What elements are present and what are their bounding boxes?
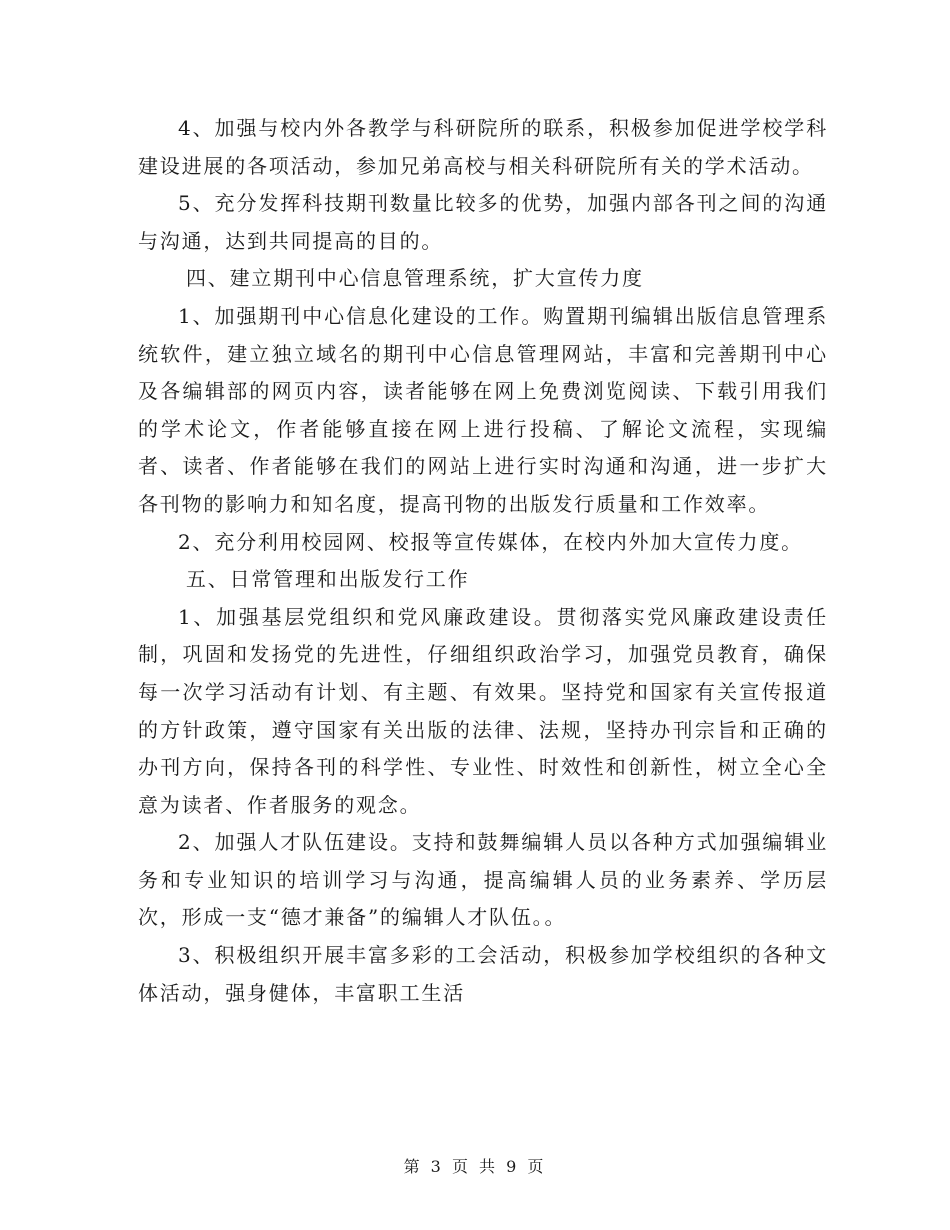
paragraph-section5-item-3: 3、积极组织开展丰富多彩的工会活动，积极参加学校组织的各种文体活动，强身健体，丰富职工生活 bbox=[138, 943, 828, 1005]
paragraph-section5-item-2: 2、加强人才队伍建设。支持和鼓舞编辑人员以各种方式加强编辑业务和专业知识的培训学习与沟通，提高编辑人员的业务素养、学历层次，形成一支“德才兼备”的编辑人才队伍。。 bbox=[138, 830, 828, 930]
paragraph-section5-item-1: 1、加强基层党组织和党风廉政建设。贯彻落实党风廉政建设责任制，巩固和发扬党的先进性，仔细组织政治学习，加强党员教育，确保每一次学习活动有计划、有主题、有效果。坚持党和国家有关宣传报道的方针政策，遵守国家有关出版的法律、法规，坚持办刊宗旨和正确的办刊方向，保持各刊的科学性、专业性、时效性和创新性，树立全心全意为读者、作者服务的观念。 bbox=[138, 604, 828, 817]
section-heading-4: 四、建立期刊中心信息管理系统，扩大宣传力度 bbox=[186, 266, 644, 291]
paragraph-item-5: 5、充分发挥科技期刊数量比较多的优势，加强内部各刊之间的沟通与沟通，达到共同提高的目的。 bbox=[138, 191, 828, 253]
paragraph-section4-item-2: 2、充分利用校园网、校报等宣传媒体，在校内外加大宣传力度。 bbox=[178, 529, 803, 554]
paragraph-section4-item-1: 1、加强期刊中心信息化建设的工作。购置期刊编辑出版信息管理系统软件，建立独立域名的期刊中心信息管理网站，丰富和完善期刊中心及各编辑部的网页内容，读者能够在网上免费浏览阅读、下载引用我们的学术论文，作者能够直接在网上进行投稿、了解论文流程，实现编者、读者、作者能够在我们的网站上进行实时沟通和沟通，进一步扩大各刊物的影响力和知名度，提高刊物的出版发行质量和工作效率。 bbox=[138, 303, 828, 516]
document-body bbox=[138, 110, 828, 1012]
section-heading-5: 五、日常管理和出版发行工作 bbox=[186, 567, 470, 592]
page-number-footer: 第 3 页 共 9 页 bbox=[403, 1157, 547, 1176]
paragraph-item-4: 4、加强与校内外各教学与科研院所的联系，积极参加促进学校学科建设进展的各项活动，参加兄弟高校与相关科研院所有关的学术活动。 bbox=[138, 116, 828, 178]
